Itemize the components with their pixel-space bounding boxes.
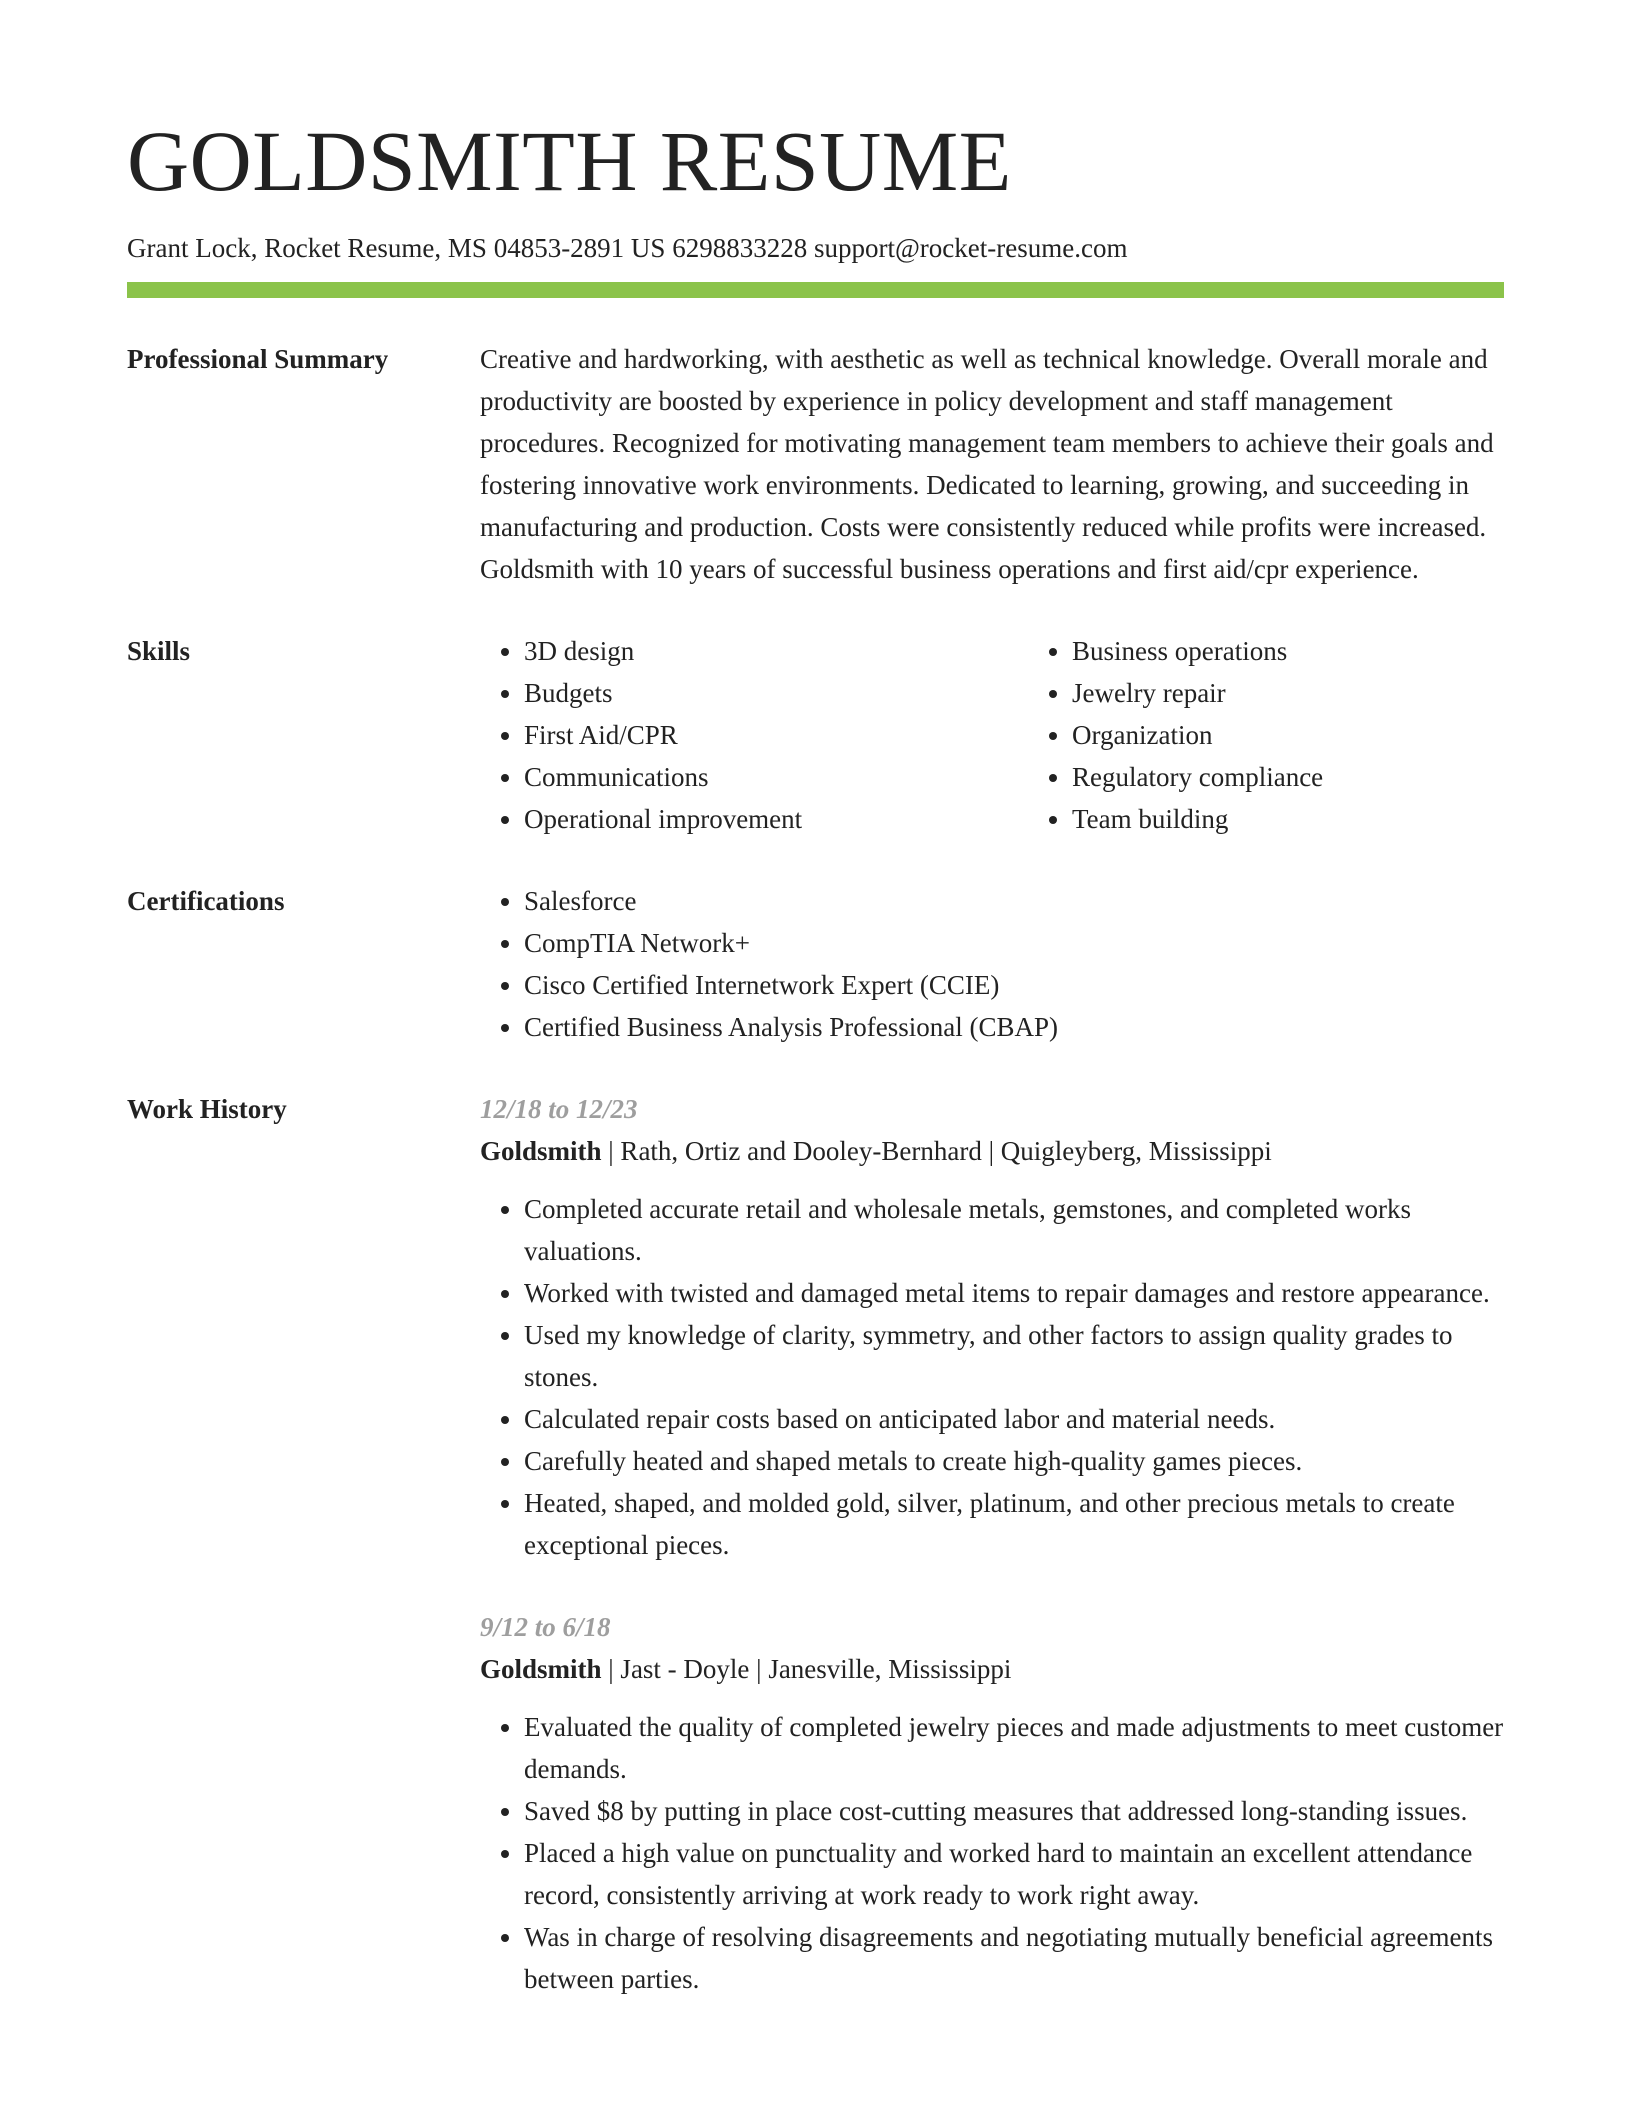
job-bullets bbox=[480, 1188, 1504, 1566]
skills-section bbox=[127, 630, 1504, 840]
section-heading-summary: Professional Summary bbox=[127, 344, 389, 375]
job-bullet: • Saved $8 by putting in place cost-cutting measures that addressed long-standing issues. bbox=[524, 1790, 1504, 1832]
job-title: Goldsmith bbox=[480, 1654, 602, 1685]
skill-item: • Regulatory compliance bbox=[1072, 756, 1576, 798]
section-heading-certifications: Certifications bbox=[127, 886, 285, 917]
job-bullet: • Worked with twisted and damaged metal items to repair damages and restore appearance. bbox=[524, 1272, 1504, 1314]
section-heading-work-history: Work History bbox=[127, 1094, 287, 1125]
job-heading bbox=[480, 1648, 1504, 1690]
job-dates: 12/18 to 12/23 bbox=[480, 1094, 638, 1125]
job-bullet: • Calculated repair costs based on anticipated labor and material needs. bbox=[524, 1398, 1504, 1440]
summary-section bbox=[127, 338, 1504, 590]
work-history-section bbox=[127, 1088, 1504, 2000]
job-bullet: • Was in charge of resolving disagreements and negotiating mutually beneficial agreements between parties. bbox=[524, 1916, 1504, 2000]
certifications-list bbox=[480, 880, 1504, 1048]
job-employer-location: | Rath, Ortiz and Dooley-Bernhard | Quigleyberg, Mississippi bbox=[601, 1136, 1272, 1167]
resume-page bbox=[127, 113, 1504, 2000]
skill-item: • First Aid/CPR bbox=[524, 714, 1028, 756]
certification-item: • Certified Business Analysis Professional (CBAP) bbox=[524, 1006, 1504, 1048]
skill-item: • Budgets bbox=[524, 672, 1028, 714]
certification-item: • Salesforce bbox=[524, 880, 1504, 922]
job-entry bbox=[480, 1606, 1504, 2000]
summary-text: Creative and hardworking, with aesthetic as well as technical knowledge. Overall morale and productivity are boosted by experience in policy development and staff management procedures. Recognized for motivating management team members to achieve their goals and fostering innovative work environments. Dedicated to learning, growing, and succeeding in manufacturing and production. Costs were consistently reduced while profits were increased. Goldsmith with 10 years of successful business operations and first aid/cpr experience. bbox=[480, 344, 1494, 585]
skill-item: • Business operations bbox=[1072, 630, 1576, 672]
job-dates: 9/12 to 6/18 bbox=[480, 1612, 611, 1643]
section-heading-skills: Skills bbox=[127, 636, 191, 667]
skill-item: • 3D design bbox=[524, 630, 1028, 672]
job-bullet: • Evaluated the quality of completed jewelry pieces and made adjustments to meet customer demands. bbox=[524, 1706, 1504, 1790]
skill-item: • Team building bbox=[1072, 798, 1576, 840]
contact-line: Grant Lock, Rocket Resume, MS 04853-2891 US 6298833228 support@rocket-resume.com bbox=[127, 233, 1128, 263]
certification-item: • Cisco Certified Internetwork Expert (CCIE) bbox=[524, 964, 1504, 1006]
job-bullet: • Completed accurate retail and wholesale metals, gemstones, and completed works valuations. bbox=[524, 1188, 1504, 1272]
skill-item: • Communications bbox=[524, 756, 1028, 798]
skill-item: • Organization bbox=[1072, 714, 1576, 756]
skills-list-left bbox=[480, 630, 1028, 840]
job-bullet: • Carefully heated and shaped metals to create high-quality games pieces. bbox=[524, 1440, 1504, 1482]
resume-title: GOLDSMITH RESUME bbox=[127, 113, 1012, 209]
job-title: Goldsmith bbox=[480, 1136, 602, 1167]
job-heading bbox=[480, 1130, 1504, 1172]
job-entry bbox=[480, 1088, 1504, 1566]
accent-divider bbox=[127, 282, 1504, 298]
skills-list-right bbox=[1028, 630, 1576, 840]
certifications-section bbox=[127, 880, 1504, 1048]
skill-item: • Jewelry repair bbox=[1072, 672, 1576, 714]
certification-item: • CompTIA Network+ bbox=[524, 922, 1504, 964]
job-bullets bbox=[480, 1706, 1504, 2000]
job-bullet: • Used my knowledge of clarity, symmetry, and other factors to assign quality grades to stones. bbox=[524, 1314, 1504, 1398]
job-employer-location: | Jast - Doyle | Janesville, Mississippi bbox=[601, 1654, 1012, 1685]
job-bullet: • Heated, shaped, and molded gold, silver, platinum, and other precious metals to create exceptional pieces. bbox=[524, 1482, 1504, 1566]
job-bullet: • Placed a high value on punctuality and worked hard to maintain an excellent attendance record, consistently arriving at work ready to work right away. bbox=[524, 1832, 1504, 1916]
skill-item: • Operational improvement bbox=[524, 798, 1028, 840]
